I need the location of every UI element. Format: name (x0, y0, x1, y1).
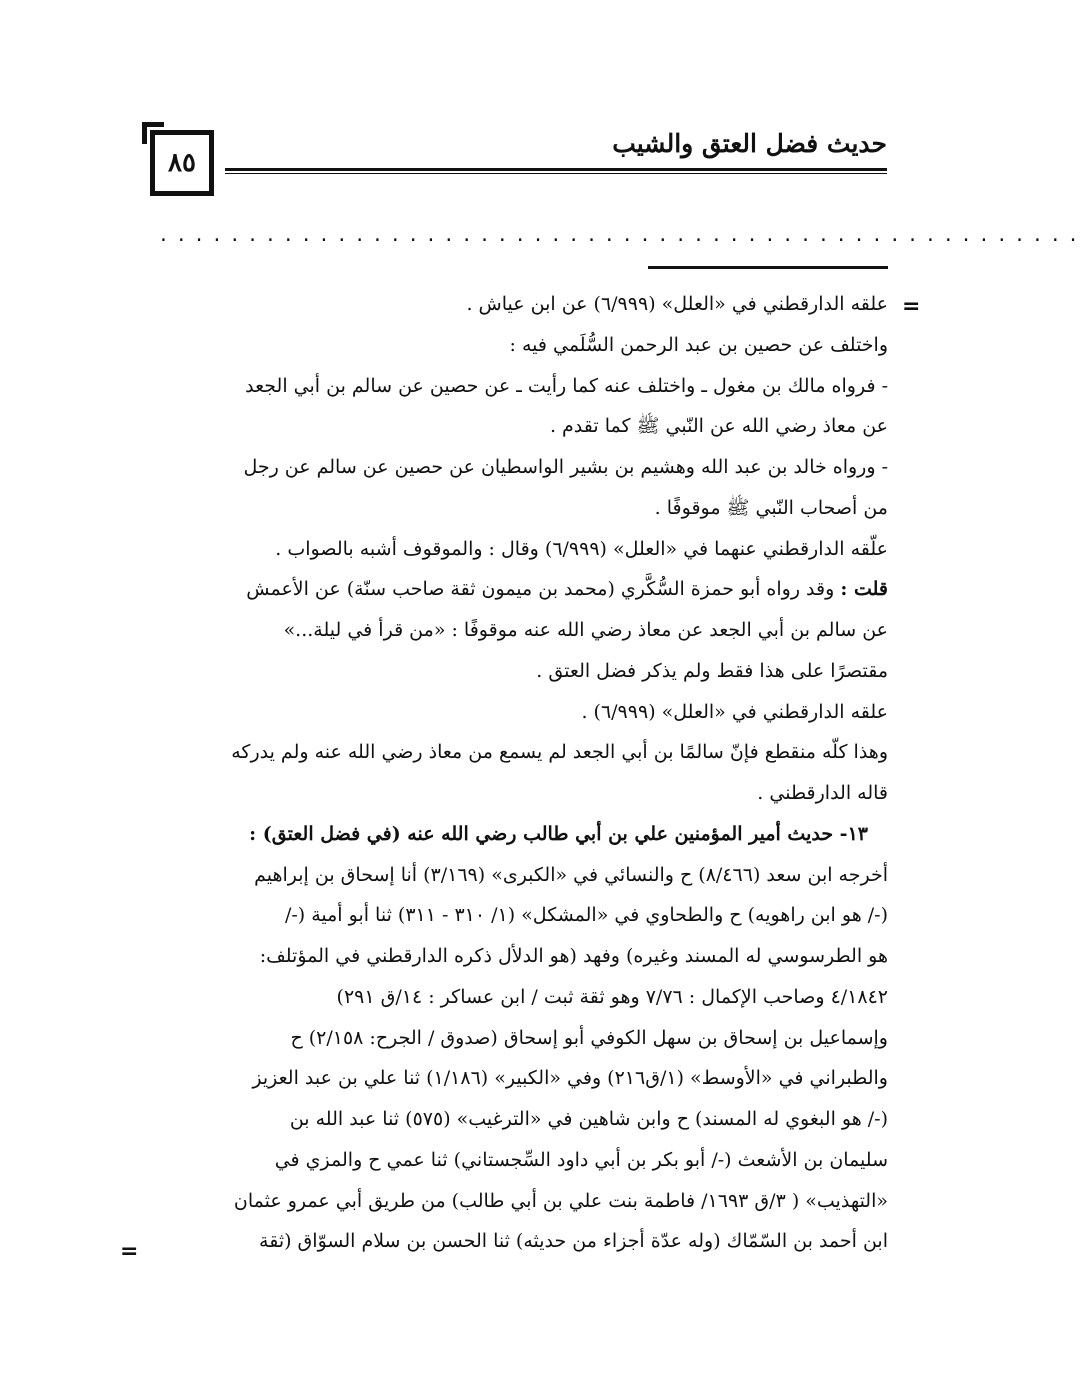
qult-rest: وقد رواه أبو حمزة السُّكَّري (محمد بن ميمون ثقة صاحب سنّة) عن الأعمش (246, 578, 841, 601)
text-line: علقه الدارقطني في «العلل» (٦/٩٩٩) . (581, 700, 888, 723)
continuation-mark-bottom: = (120, 1239, 139, 1264)
text-line: - ورواه خالد بن عبد الله وهشيم بن بشير الواسطيان عن حصين عن سالم عن رجل (243, 456, 888, 478)
text-line: عن معاذ رضي الله عن النّبي ﷺ كما تقدم . (549, 415, 888, 438)
text-line: (-/ هو ابن راهويه) ح والطحاوي في «المشكل» (١/ ٣١٠ - ٣١١) ثنا أبو أمية (-/ (284, 904, 888, 927)
text-line: وإسماعيل بن إسحاق بن سهل الكوفي أبو إسحاق (صدوق / الجرح: ٢/١٥٨) ح (290, 1026, 888, 1049)
qult-label: قلت : (840, 578, 888, 601)
page-number: ٨٥ (150, 130, 214, 196)
text-line: وهذا كلّه منقطع فإنّ سالمًا بن أبي الجعد لم يسمع من معاذ رضي الله عنه ولم يدركه (231, 741, 888, 764)
text-line: علّقه الدارقطني عنهما في «العلل» (٦/٩٩٩) وقال : والموقوف أشبه بالصواب . (275, 537, 888, 560)
text-line: واختلف عن حصين بن عبد الرحمن السُّلَمي فيه : (509, 333, 888, 356)
text-line: هو الطرسوسي له المسند وغيره) وفهد (هو الدلأل ذكره الدارقطني في المؤتلف: (259, 945, 888, 967)
text-line: (-/ هو البغوي له المسند) ح وابن شاهين في «الترغيب» (٥٧٥) ثنا عبد الله بن (289, 1108, 888, 1130)
text-line: علقه الدارقطني في «العلل» (٦/٩٩٩) عن ابن عياش . (466, 293, 888, 315)
body-text (153, 284, 888, 1262)
text-line: - فرواه مالك بن مغول ـ واختلف عنه كما رأيت ـ عن حصين عن سالم بن أبي الجعد (245, 374, 888, 397)
text-line: من أصحاب النّبي ﷺ موقوفًا . (654, 496, 888, 519)
section-heading: ١٣- حديث أمير المؤمنين علي بن أبي طالب رضي الله عنه (في فضل العتق) : (249, 822, 868, 845)
header-rule-thin (225, 173, 887, 174)
header-rule-thick (225, 168, 887, 171)
text-line: والطبراني في «الأوسط» (١/ق٢١٦) وفي «الكبير» (١/١٨٦) ثنا علي بن عبد العزيز (252, 1067, 888, 1090)
footnote-rule (648, 266, 888, 269)
text-line: قاله الدارقطني . (757, 782, 888, 804)
text-line: ابن أحمد بن السّمّاك (وله عدّة أجزاء من حديثه) ثنا الحسن بن سلام السوّاق (ثقة (259, 1230, 888, 1253)
running-title: حديث فضل العتق والشيب (612, 129, 887, 158)
text-line: «التهذيب» ( ٣/ق ١٦٩٣/ فاطمة بنت علي بن أبي طالب) من طريق أبي عمرو عثمان (233, 1189, 888, 1212)
text-line: أخرجه ابن سعد (٨/٤٦٦) ح والنسائي في «الكبرى» (٣/١٦٩) أنا إسحاق بن إبراهيم (254, 863, 888, 886)
text-line: مقتصرًا على هذا فقط ولم يذكر فضل العتق . (536, 659, 888, 682)
dotted-separator: .................................................... (158, 225, 1086, 246)
text-line: عن سالم بن أبي الجعد عن معاذ رضي الله عنه موقوفًا : «من قرأ في ليلة...» (283, 619, 888, 641)
text-line: ٤/١٨٤٢ وصاحب الإكمال : ٧/٧٦ وهو ثقة ثبت / ابن عساكر : ١٤/ق ٢٩١) (336, 985, 888, 1008)
text-line: سليمان بن الأشعث (-/ أبو بكر بن أبي داود السِّجستاني) ثنا عمي ح والمزي في (274, 1148, 888, 1171)
continuation-mark-top: = (902, 294, 921, 319)
qult-line (153, 569, 888, 610)
